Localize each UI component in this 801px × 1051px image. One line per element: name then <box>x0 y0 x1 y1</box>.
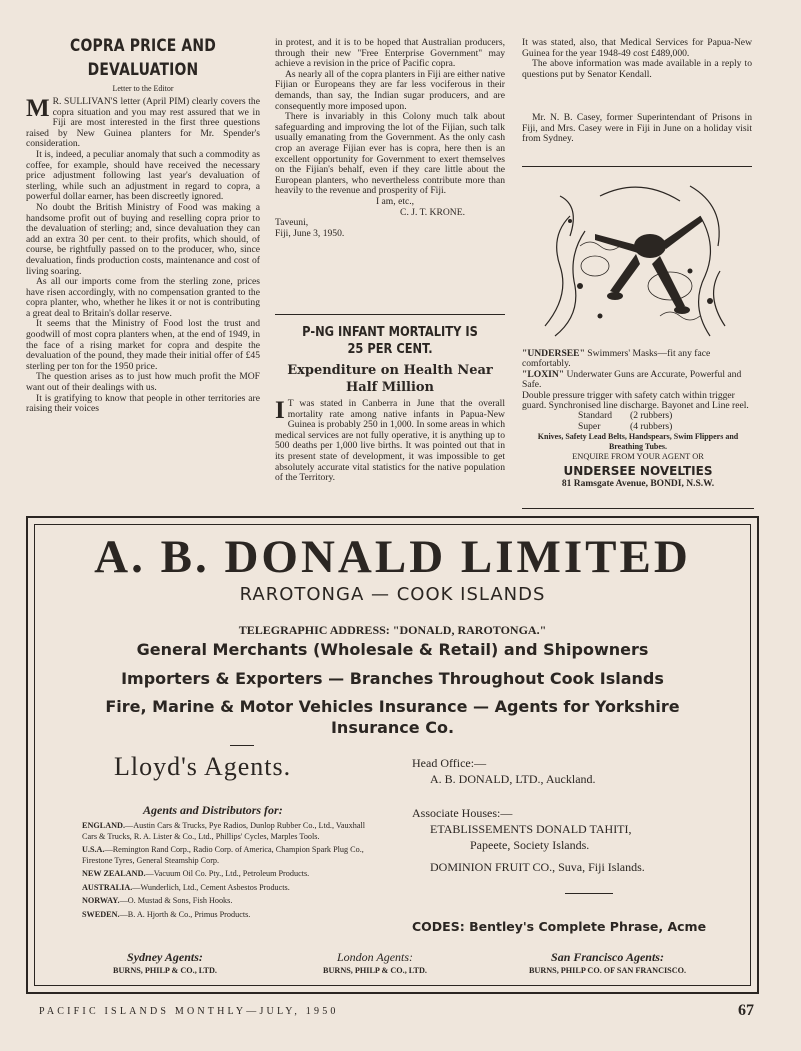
associate-1: ETABLISSEMENTS DONALD TAHITI, <box>430 822 632 836</box>
agents-heading: Agents and Distributors for: <box>143 803 283 817</box>
agent-text: —Vacuum Oil Co. Pty., Ltd., Petroleum Products. <box>145 869 310 878</box>
place: Taveuni, <box>275 217 309 229</box>
super-value: (4 rubbers) <box>630 420 673 432</box>
article-infant-mortality <box>275 324 505 484</box>
page-number: 67 <box>738 1002 754 1019</box>
paragraph: No doubt the British Ministry of Food was making a handsome profit out of buying and reselling copra prior to the devaluation of sterling; and, since devaluation they can add an extra 30 per cent. to their profits, which should, of course, be rightfully passed on to the producer, who, since devaluation, finds production costs, maintenance and cost of living soaring. <box>26 201 260 277</box>
paragraph: Mr. N. B. Casey, former Superintendant of Prisons in Fiji, and Mrs. Casey were in Fiji in June on a holiday visit from Sydney. <box>522 112 752 145</box>
date: Fiji, June 3, 1950. <box>275 227 345 239</box>
super-label: Super <box>578 420 601 432</box>
article2-title-line2: 25 PER CENT. <box>347 342 433 357</box>
paragraph: It seems that the Ministry of Food lost the trust and goodwill of most copra planters when, at the end of 1949, in the face of a rising market for copra and despite the devaluation of the pound, they made their initial offer of £45 sterling per ton for the 1950 price. <box>26 318 260 372</box>
paragraph: There is invariably in this Colony much talk about safeguarding and improving the lot of the Fijian, such talk usually emanating from the Government. As the only cash crop an average Fijian ever has is copra, here then is an excellent opportunity for Government to exert themselves on the Fijian's behalf, even if they care little about the European planters, who nevertheless contribute more than heavily to the revenue and prosperity of Fiji. <box>275 111 505 197</box>
dropcap: M <box>26 95 50 122</box>
paragraph: The question arises as to just how much profit the MOF want out of their dealings with us. <box>26 371 260 394</box>
agent-country: ENGLAND. <box>82 821 125 830</box>
agent-text: —O. Mustad & Sons, Fish Hooks. <box>119 896 233 905</box>
ad-codes: CODES: Bentley's Complete Phrase, Acme <box>412 919 707 934</box>
paragraph: As all our imports come from the sterling zone, prices have risen accordingly, with no compensation granted to the copra planter, who, whether he likes it or not is contributing a great deal to Britain's dollar reserve. <box>26 276 260 319</box>
agent-entry <box>82 845 382 866</box>
agent-entry <box>82 896 382 907</box>
paragraph: As nearly all of the copra planters in Fiji are either native Fijian or Europeans they are far less vociferous in their demands, than say, the Indian sugar producers, and are consequently more imposed upon. <box>275 68 505 112</box>
agent-country: AUSTRALIA. <box>82 882 133 892</box>
agents-list <box>82 821 382 920</box>
agent-entry <box>82 821 382 842</box>
agent-entry <box>82 883 382 894</box>
ad-line-insurance-co: Insurance Co. <box>330 718 455 737</box>
ad-line-importers: Importers & Exporters — Branches Throughout Cook Islands <box>121 669 664 688</box>
agent-country: NEW ZEALAND. <box>82 869 146 878</box>
standard-label: Standard <box>578 410 613 422</box>
agent-country: SWEDEN. <box>82 909 120 919</box>
london-label: London Agents: <box>336 950 414 964</box>
ad-text: Swimmers' Masks—fit any face comfortably. <box>522 348 711 370</box>
article-copra <box>26 34 260 415</box>
head-office-label: Head Office:— <box>412 756 487 770</box>
ad-extras: Knives, Safety Lead Belts, Handspears, Swim Flippers and Breathing Tubes. <box>537 432 739 452</box>
divider <box>522 166 752 167</box>
ad-text: Double pressure trigger with safety catch within trigger guard. Synchronised line discharge. Bayonet and Line reel. <box>522 389 749 412</box>
article-body <box>26 97 260 415</box>
article2-body <box>275 399 505 484</box>
signature: C. J. T. KRONE. <box>400 206 465 218</box>
loxin-brand: "LOXIN" <box>522 368 565 380</box>
super-line <box>522 422 754 432</box>
paragraph: in protest, and it is to be hoped that Australian producers, through their new "Free Enterprise Government" may achieve a revision in the price of Pacific copra. <box>275 37 505 70</box>
agent-text: —Wunderlich, Ltd., Cement Asbestos Products. <box>132 882 290 892</box>
associate-label: Associate Houses:— <box>412 806 513 820</box>
paragraph: It is gratifying to know that people in other territories are raising their voices <box>26 392 260 415</box>
associate-2: Papeete, Society Islands. <box>470 838 590 852</box>
ad-text: Underwater Guns are Accurate, Powerful and Safe. <box>522 368 742 391</box>
associate-3: DOMINION FRUIT CO., Suva, Fiji Islands. <box>430 860 645 874</box>
undersee-brand: "UNDERSEE" <box>522 348 585 359</box>
paragraph: R. SULLIVAN'S letter (April PIM) clearly covers the copra situation and you may rest assured that we in Fiji are most interested in the first three questions raised by New Guinea planters for Mr. Spender's consideration. <box>26 96 260 150</box>
ad-title: A. B. DONALD LIMITED <box>94 531 691 583</box>
dropcap: I <box>275 397 285 424</box>
article-subhead: Letter to the Editor <box>112 84 174 93</box>
standard-value: (2 rubbers) <box>630 410 673 422</box>
undersee-ad <box>522 349 754 489</box>
divider <box>522 508 754 509</box>
ad-address: 81 Ramsgate Avenue, BONDI, N.S.W. <box>561 478 715 489</box>
lloyds-agents: Lloyd's Agents. <box>114 752 292 781</box>
sf-label: San Francisco Agents: <box>551 950 664 964</box>
ad-telegraphic: TELEGRAPHIC ADDRESS: "DONALD, RAROTONGA." <box>238 623 547 637</box>
agent-text: —Austin Cars & Trucks, Pye Radios, Dunlop Rubber Co., Ltd., Vauxhall Cars & Trucks, R. A. Lister & Co., Ltd., Phillips' Cycles, Marples Tools. <box>82 821 366 841</box>
short-rule <box>565 893 613 894</box>
divider <box>275 314 505 315</box>
agent-entry <box>82 869 382 880</box>
paragraph: The above information was made available in a reply to questions put by Senator Kendall. <box>522 58 752 80</box>
closing: I am, etc., <box>375 195 415 207</box>
article2-sub-line1: Expenditure on Health Near <box>287 363 493 378</box>
article-title-line2: DEVALUATION <box>87 60 199 80</box>
agent-text: —Remington Rand Corp., Radio Corp. of America, Champion Spark Plug Co., Firestone Tyres, General Steamship Corp. <box>82 845 364 865</box>
paragraph: It was stated, also, that Medical Services for Papua-New Guinea for the year 1948-49 cost £489,000. <box>522 37 752 59</box>
ad-location: RAROTONGA — COOK ISLANDS <box>239 584 546 605</box>
ad-company: UNDERSEE NOVELTIES <box>563 463 713 478</box>
agent-country: NORWAY. <box>82 896 120 905</box>
article2-title-line1: P-NG INFANT MORTALITY IS <box>302 325 478 340</box>
article-infant-mortality-continued <box>522 38 752 80</box>
agent-country: U.S.A. <box>82 845 105 854</box>
london-agent: BURNS, PHILP & CO., LTD. <box>323 966 427 975</box>
publication-footer: PACIFIC ISLANDS MONTHLY—JULY, 1950 <box>39 1006 339 1017</box>
agent-entry <box>82 910 382 921</box>
ad-enquire: ENQUIRE FROM YOUR AGENT OR <box>572 452 704 462</box>
diver-illustration <box>540 176 736 344</box>
article-title-line1: COPRA PRICE AND <box>70 36 216 56</box>
sf-agent: BURNS, PHILP CO. OF SAN FRANCISCO. <box>528 966 687 975</box>
short-rule <box>230 745 254 746</box>
article2-sub-line2: Half Million <box>345 380 435 395</box>
sydney-label: Sydney Agents: <box>127 950 203 964</box>
agent-text: —B. A. Hjorth & Co., Primus Products. <box>119 909 251 919</box>
casey-note <box>522 113 752 145</box>
article-copra-continued <box>275 38 505 239</box>
ad-line-merchants: General Merchants (Wholesale & Retail) and Shipowners <box>136 640 649 659</box>
sydney-agent: BURNS, PHILP & CO., LTD. <box>113 966 217 975</box>
paragraph: T was stated in Canberra in June that the overall mortality rate among native infants in Papua-New Guinea is probably 250 in 1,000. In some areas in which medical services are not fully operative, it is anything up to 500 deaths per 1,000 live births. It was pointed out that in its present state of development, it was impossible to get absolutely accurate vital statistics for the native population of the Territory. <box>275 398 505 484</box>
ad-line-insurance: Fire, Marine & Motor Vehicles Insurance — Agents for Yorkshire <box>105 697 680 716</box>
paragraph: It is, indeed, a peculiar anomaly that such a commodity as coffee, for example, should have received the necessary price adjustment following last year's devaluation of sterling, while such an adjustment in regard to copra, a powerful dollar earner, has been discreetly ignored. <box>26 148 260 203</box>
head-office: A. B. DONALD, LTD., Auckland. <box>430 772 596 786</box>
